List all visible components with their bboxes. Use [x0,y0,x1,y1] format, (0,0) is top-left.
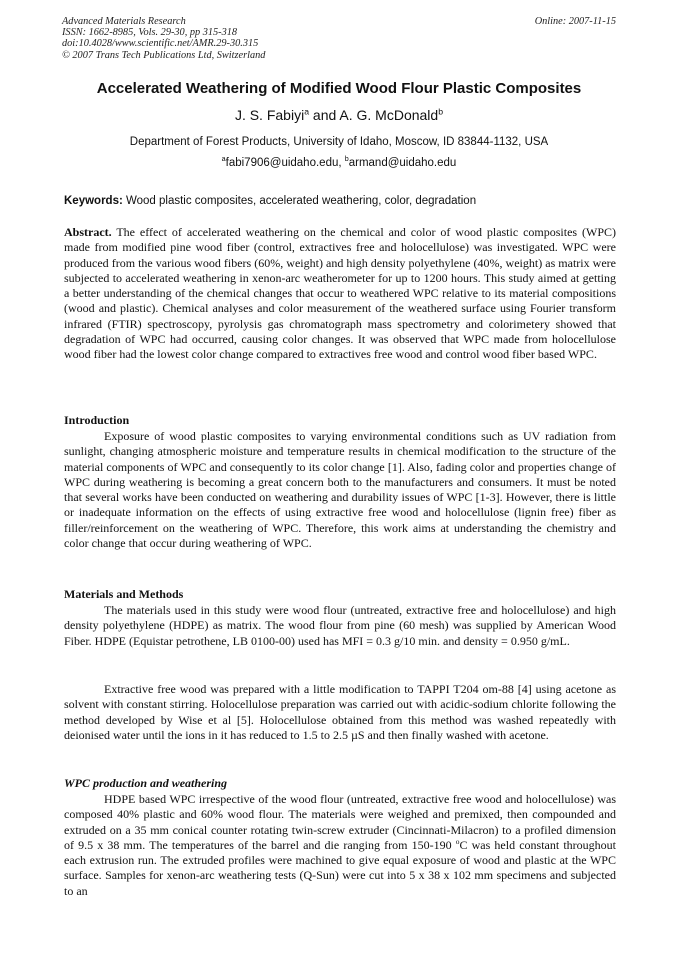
journal-name: Advanced Materials Research [62,16,186,27]
paper-title: Accelerated Weathering of Modified Wood Flour Plastic Composites [96,80,582,97]
journal-copyright: © 2007 Trans Tech Publications Ltd, Switzerland [62,49,266,61]
author-1-affil-mark: a [304,106,310,117]
affiliation: Department of Forest Products, University of Idaho, Moscow, ID 83844-1132, USA [129,136,549,148]
keywords-text: Wood plastic composites, accelerated weathering, color, degradation [122,195,477,207]
email-b-mark: b [344,155,349,164]
author-line [40,107,638,123]
wpc-text-a: HDPE based WPC irrespective of the wood flour (untreated, extractive free wood and holocellulose) was composed 40% plastic and 60% wood flour. The materials were weighed and premixed, then compounded and extruded on a 35 mm conical counter rotating twin-screw extruder (Cincinnati-Milacron) to a profiled dimension of 9.5 x 38 mm. The temperatures of the barrel and die ranging from 150-190 [64,792,616,852]
wpc-paragraph [64,792,616,899]
abstract [64,225,616,363]
journal-doi[interactable]: doi:10.4028/www.scientific.net/AMR.29-30.315 [62,38,259,50]
abstract-label: Abstract. [64,225,112,239]
introduction-text: Exposure of wood plastic composites to varying environmental conditions such as UV radiation from sunlight, changing atmospheric moisture and temperature results in chemical modification to the structure of the material components of WPC and consequently to its color change [1]. Also, fading color and properties change of WPC during weathering is becoming a great concern both to the manufacturers and consumers. It must be noted that several works have been conducted on weathering and durability issues of WPC [1-3]. However, there is little or inadequate information on the effects of using extractive free wood and holocellulose (lignin free) fiber as filler/reinforcement on the weathering of WPC. Therefore, this work aims at understanding the chemistry and color change that occur during weathering of WPC. [64,429,616,551]
introduction-heading: Introduction [64,413,130,427]
email-b[interactable]: armand@uidaho.edu [348,157,457,169]
wpc-heading: WPC production and weathering [64,776,228,790]
keywords [64,195,616,207]
materials-paragraph-1: The materials used in this study were wood flour (untreated, extractive free and holocellulose) and high density polyethylene (HDPE) as matrix. The wood flour from pine (60 mesh) was supplied by American Wood Fiber. HDPE (Equistar petrothene, LB 0100-00) used has MFI = 0.3 g/10 min. and density = 0.950 g/mL. [64,603,616,648]
online-date: Online: 2007-11-15 [534,16,616,27]
author-2: A. G. McDonald [339,107,439,123]
keywords-label: Keywords: [64,195,123,207]
abstract-text: The effect of accelerated weathering on the chemical and color of wood plastic composites (WPC) made from modified pine wood fiber (control, extractives free and holocellulose) was investigated. WPC were produced from the various wood fibers (60%, weight) and high density polyethylene (40%, weight) as matrix were subjected to accelerated weathering in xenon-arc weatherometer for up to 1200 hours. This study aimed at getting a better understanding of the chemical changes that occur to weathered WPC relative to its material compositions (wood and plastic). Chemical analyses and color measurement of the weathered surface using Fourier transform infrared (FTIR) spectroscopy, pyrolysis gas chromatograph mass spectrometry and colorimetery showed that degradation of WPC had occurred, causing color changes. It was observed that WPC made from holocellulose wood fiber had the lowest color change compared to extractives free wood and control wood fiber based WPC. [64,225,616,362]
degree-mark: o [455,836,460,846]
author-1: J. S. Fabiyi [234,107,305,123]
materials-paragraph-2: Extractive free wood was prepared with a little modification to TAPPI T204 om-88 [4] using acetone as solvent with constant stirring. Holocellulose preparation was carried out with acidic-sodium chlorite following the method developed by Wise et al [5]. Holocellulose obtained from this method was washed repeatedly with deionised water until the ions in it has reduced to 1.5 to 2.5 µS and then finally washed with acetone. [64,682,616,742]
journal-issn: ISSN: 1662-8985, Vols. 29-30, pp 315-318 [62,27,238,39]
journal-meta [62,16,265,61]
materials-heading: Materials and Methods [64,587,184,601]
wpc-text-b: C was held constant throughout each extrusion run. The extruded profiles were machined to give equal exposure of wood and plastic at the WPC surface. Samples for xenon-arc weathering tests (Q-Sun) were cut into 5 x 38 x 102 mm specimens and subjected to an [64,837,617,898]
author-conjunction: and [309,107,340,123]
email-a-mark: a [221,155,226,164]
email-a[interactable]: fabi7906@uidaho.edu, [225,157,345,169]
author-2-affil-mark: b [438,106,444,117]
author-emails [40,157,638,169]
